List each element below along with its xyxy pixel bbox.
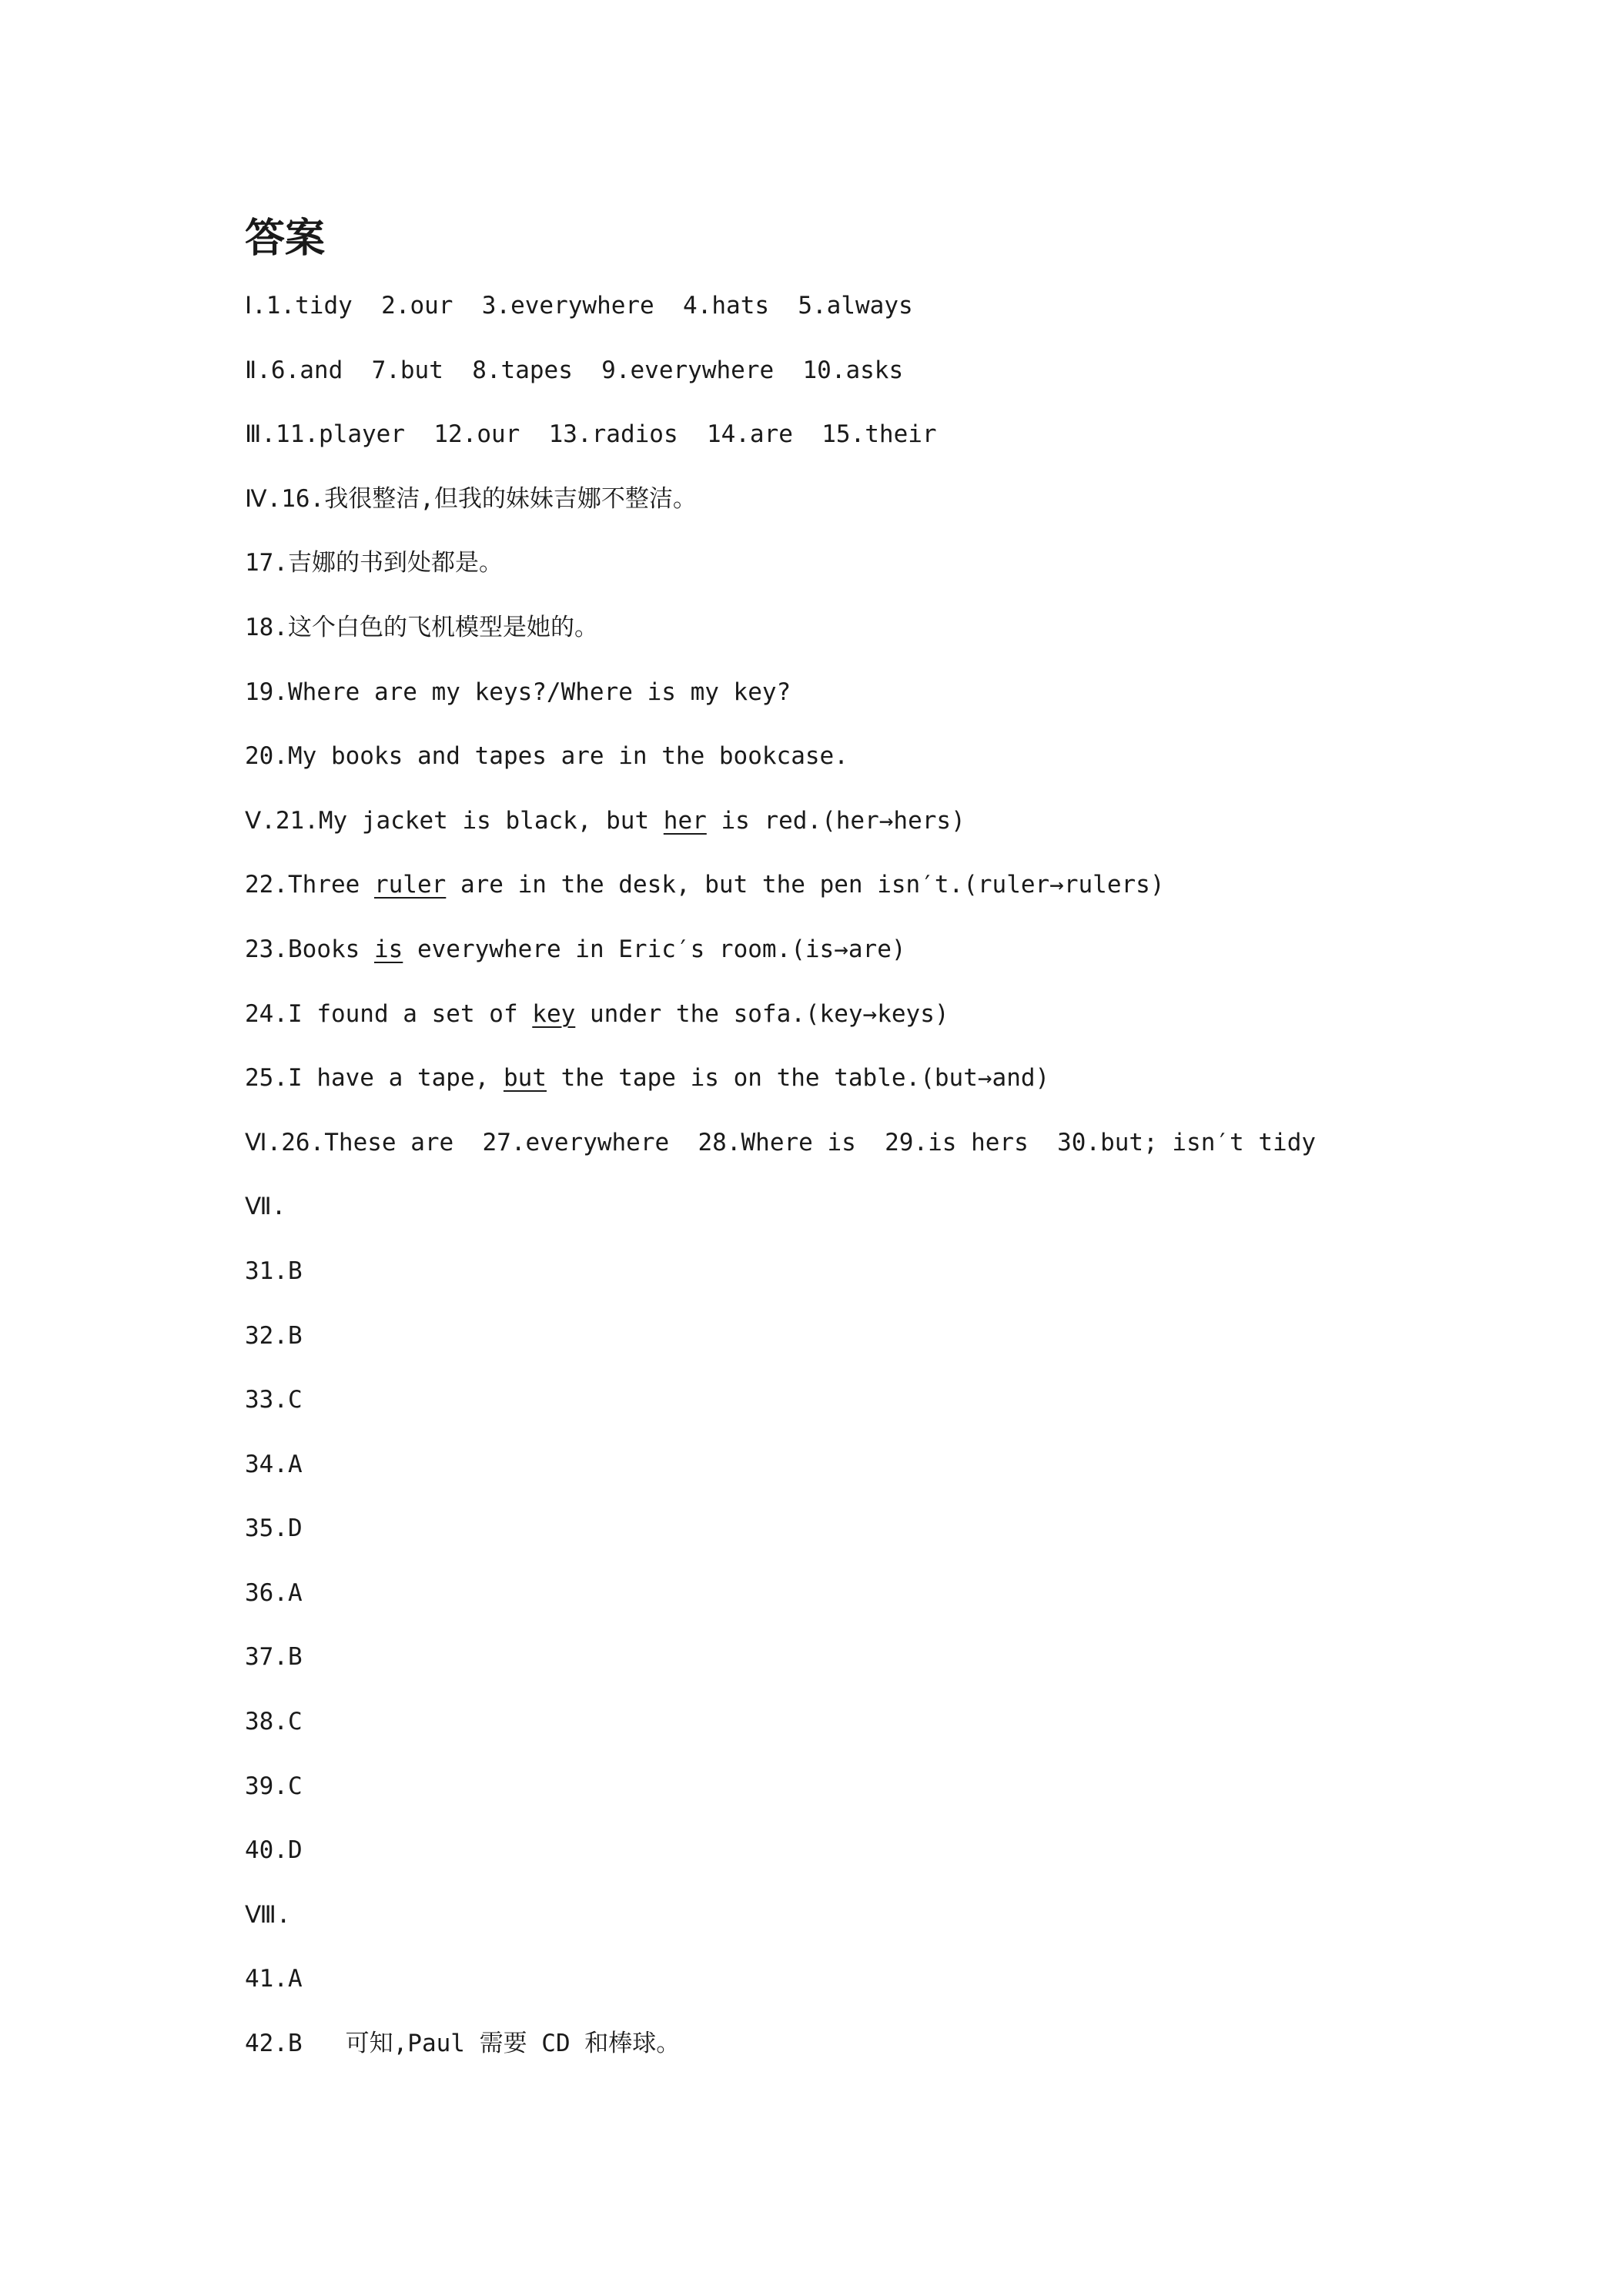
answer-20: 20.My books and tapes are in the bookcase.	[245, 742, 848, 771]
answer-sheet	[245, 208, 1554, 2077]
answer-32: 32.B	[245, 1321, 303, 1350]
answer-17: 17.吉娜的书到处都是。	[245, 549, 503, 577]
answer-24	[245, 982, 1554, 1047]
answer-38: 38.C	[245, 1708, 303, 1736]
page-title: 答案	[245, 216, 326, 262]
section-1-answers: Ⅰ.1.tidy 2.our 3.everywhere 4.hats 5.always	[245, 292, 913, 320]
answer-40: 40.D	[245, 1836, 303, 1865]
answer-22-underlined-error: ruler	[373, 871, 447, 899]
answer-23-text-after: everywhere in Eric′s room.(is→are)	[403, 935, 906, 963]
answer-16: Ⅳ.16.我很整洁,但我的妹妹吉娜不整洁。	[245, 484, 697, 513]
answer-35: 35.D	[245, 1514, 303, 1543]
answer-24-text-after: under the sofa.(key→keys)	[575, 999, 949, 1028]
answer-39: 39.C	[245, 1772, 303, 1800]
answer-25	[245, 1046, 1554, 1111]
section-6-answers: Ⅵ.26.These are 27.everywhere 28.Where is 29.is hers 30.but; isn′t tidy	[245, 1128, 1317, 1156]
answer-33: 33.C	[245, 1386, 303, 1414]
answer-22	[245, 853, 1554, 918]
answer-21-text-after: is red.(her→hers)	[706, 806, 965, 835]
answer-22-text-after: are in the desk, but the pen isn′t.(ruler→rulers)	[446, 871, 1165, 899]
answer-19: 19.Where are my keys?/Where is my key?	[245, 678, 791, 706]
section-3-answers: Ⅲ.11.player 12.our 13.radios 14.are 15.their	[245, 420, 937, 449]
answer-25-text-before: 25.I have a tape,	[245, 1064, 504, 1093]
answer-22-text-before: 22.Three	[245, 871, 374, 899]
answer-21-text-before: Ⅴ.21.My jacket is black, but	[245, 806, 664, 835]
answer-41: 41.A	[245, 1965, 303, 1993]
answer-21-underlined-error: her	[663, 806, 707, 835]
answer-25-text-after: the tape is on the table.(but→and)	[546, 1064, 1050, 1093]
answer-18: 18.这个白色的飞机模型是她的。	[245, 613, 598, 641]
answer-31: 31.B	[245, 1257, 303, 1285]
answer-25-underlined-error: but	[503, 1064, 547, 1093]
answer-21	[245, 789, 1554, 854]
answer-24-underlined-error: key	[532, 999, 576, 1028]
section-7-heading: Ⅶ.	[245, 1193, 286, 1221]
section-2-answers: Ⅱ.6.and 7.but 8.tapes 9.everywhere 10.asks	[245, 356, 904, 384]
answer-23-text-before: 23.Books	[245, 935, 374, 963]
answer-36: 36.A	[245, 1578, 303, 1607]
section-8-heading: Ⅷ.	[245, 1900, 291, 1929]
answer-24-text-before: 24.I found a set of	[245, 999, 533, 1028]
answer-37: 37.B	[245, 1643, 303, 1672]
answer-23-underlined-error: is	[373, 935, 403, 963]
answer-34: 34.A	[245, 1450, 303, 1478]
answer-23	[245, 918, 1554, 982]
answer-42: 42.B 可知,Paul 需要 CD 和棒球。	[245, 2030, 681, 2058]
